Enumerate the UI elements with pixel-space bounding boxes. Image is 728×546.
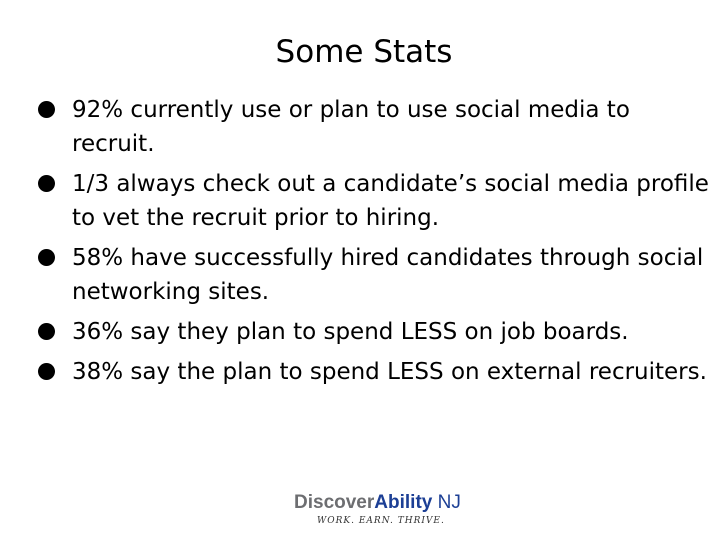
logo-wordmark xyxy=(294,492,461,514)
bullet-text: 38% say the plan to spend LESS on external recruiters. xyxy=(72,359,707,385)
bullet-dot-icon xyxy=(38,363,55,380)
bullet-item xyxy=(34,315,714,349)
logo-word-discover: Discover xyxy=(294,492,375,513)
bullet-item xyxy=(34,167,714,235)
bullet-item xyxy=(34,93,714,161)
bullet-list xyxy=(34,93,714,395)
discoverability-nj-logo xyxy=(294,490,461,534)
logo-tagline: WORK. EARN. THRIVE. xyxy=(317,516,445,526)
bullet-item xyxy=(34,241,714,309)
bullet-dot-icon xyxy=(38,101,55,118)
bullet-text: 36% say they plan to spend LESS on job boards. xyxy=(72,319,629,345)
bullet-item xyxy=(34,355,714,389)
bullet-dot-icon xyxy=(38,249,55,266)
bullet-text: 1/3 always check out a candidate’s social media profile to vet the recruit prior to hiring. xyxy=(72,171,709,231)
bullet-text: 58% have successfully hired candidates through social networking sites. xyxy=(72,245,704,305)
bullet-dot-icon xyxy=(38,175,55,192)
logo-word-nj: NJ xyxy=(432,492,461,513)
bullet-text: 92% currently use or plan to use social media to recruit. xyxy=(72,97,630,157)
logo-word-ability: Ability xyxy=(374,492,433,513)
slide-title: Some Stats xyxy=(275,34,453,70)
bullet-dot-icon xyxy=(38,323,55,340)
